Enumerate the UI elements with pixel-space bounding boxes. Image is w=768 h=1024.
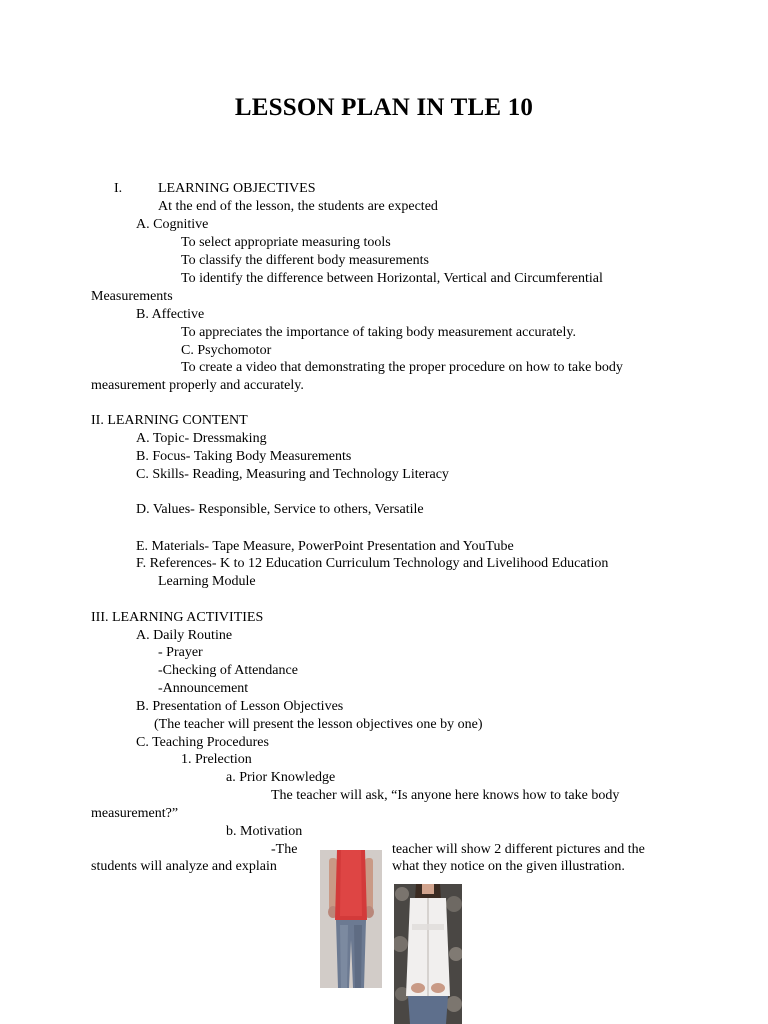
psychomotor-label: C. Psychomotor <box>181 343 272 358</box>
prior-knowledge-wrap: measurement?” <box>91 806 179 821</box>
content-item-wrap: Learning Module <box>158 574 256 589</box>
cognitive-item: To classify the different body measurements <box>181 253 429 268</box>
illustration-photo-red-top <box>320 850 382 988</box>
motivation-label: b. Motivation <box>226 824 303 839</box>
prior-knowledge-label: a. Prior Knowledge <box>226 770 336 785</box>
daily-routine-label: A. Daily Routine <box>136 628 233 643</box>
document-title: LESSON PLAN IN TLE 10 <box>234 94 534 121</box>
section-heading-content: II. LEARNING CONTENT <box>91 413 248 428</box>
teaching-procedures-label: C. Teaching Procedures <box>136 735 269 750</box>
routine-item: -Checking of Attendance <box>158 663 298 678</box>
prelection-label: 1. Prelection <box>181 752 252 767</box>
motivation-text-left: students will analyze and explain <box>91 859 277 874</box>
section-heading-activities: III. LEARNING ACTIVITIES <box>91 610 264 625</box>
section-heading-objectives: LEARNING OBJECTIVES <box>158 181 316 196</box>
content-item: A. Topic- Dressmaking <box>136 431 267 446</box>
affective-item: To appreciates the importance of taking body measurement accurately. <box>181 325 577 340</box>
affective-label: B. Affective <box>136 307 205 322</box>
content-item: F. References- K to 12 Education Curriculum Technology and Livelihood Education <box>136 556 609 571</box>
illustration-photo-white-shirt <box>394 884 462 1024</box>
content-item: C. Skills- Reading, Measuring and Technology Literacy <box>136 467 449 482</box>
cognitive-item: To select appropriate measuring tools <box>181 235 391 250</box>
routine-item: - Prayer <box>158 645 203 660</box>
cognitive-item: To identify the difference between Horizontal, Vertical and Circumferential <box>181 271 603 286</box>
psychomotor-item: To create a video that demonstrating the proper procedure on how to take body <box>181 360 623 375</box>
routine-item: -Announcement <box>158 681 249 696</box>
content-item: E. Materials- Tape Measure, PowerPoint Presentation and YouTube <box>136 539 514 554</box>
prior-knowledge-text: The teacher will ask, “Is anyone here knows how to take body <box>271 788 620 803</box>
motivation-text-right: teacher will show 2 different pictures and the <box>392 842 645 857</box>
section-numeral: I. <box>114 181 123 196</box>
objectives-intro: At the end of the lesson, the students are expected <box>158 199 438 214</box>
motivation-text-right: what they notice on the given illustration. <box>392 859 625 874</box>
presentation-note: (The teacher will present the lesson objectives one by one) <box>154 717 483 732</box>
content-item: D. Values- Responsible, Service to others, Versatile <box>136 502 424 517</box>
content-item: B. Focus- Taking Body Measurements <box>136 449 352 464</box>
cognitive-label: A. Cognitive <box>136 217 209 232</box>
motivation-text-start: -The <box>271 842 298 857</box>
cognitive-item-wrap: Measurements <box>91 289 173 304</box>
psychomotor-item-wrap: measurement properly and accurately. <box>91 378 304 393</box>
presentation-label: B. Presentation of Lesson Objectives <box>136 699 344 714</box>
